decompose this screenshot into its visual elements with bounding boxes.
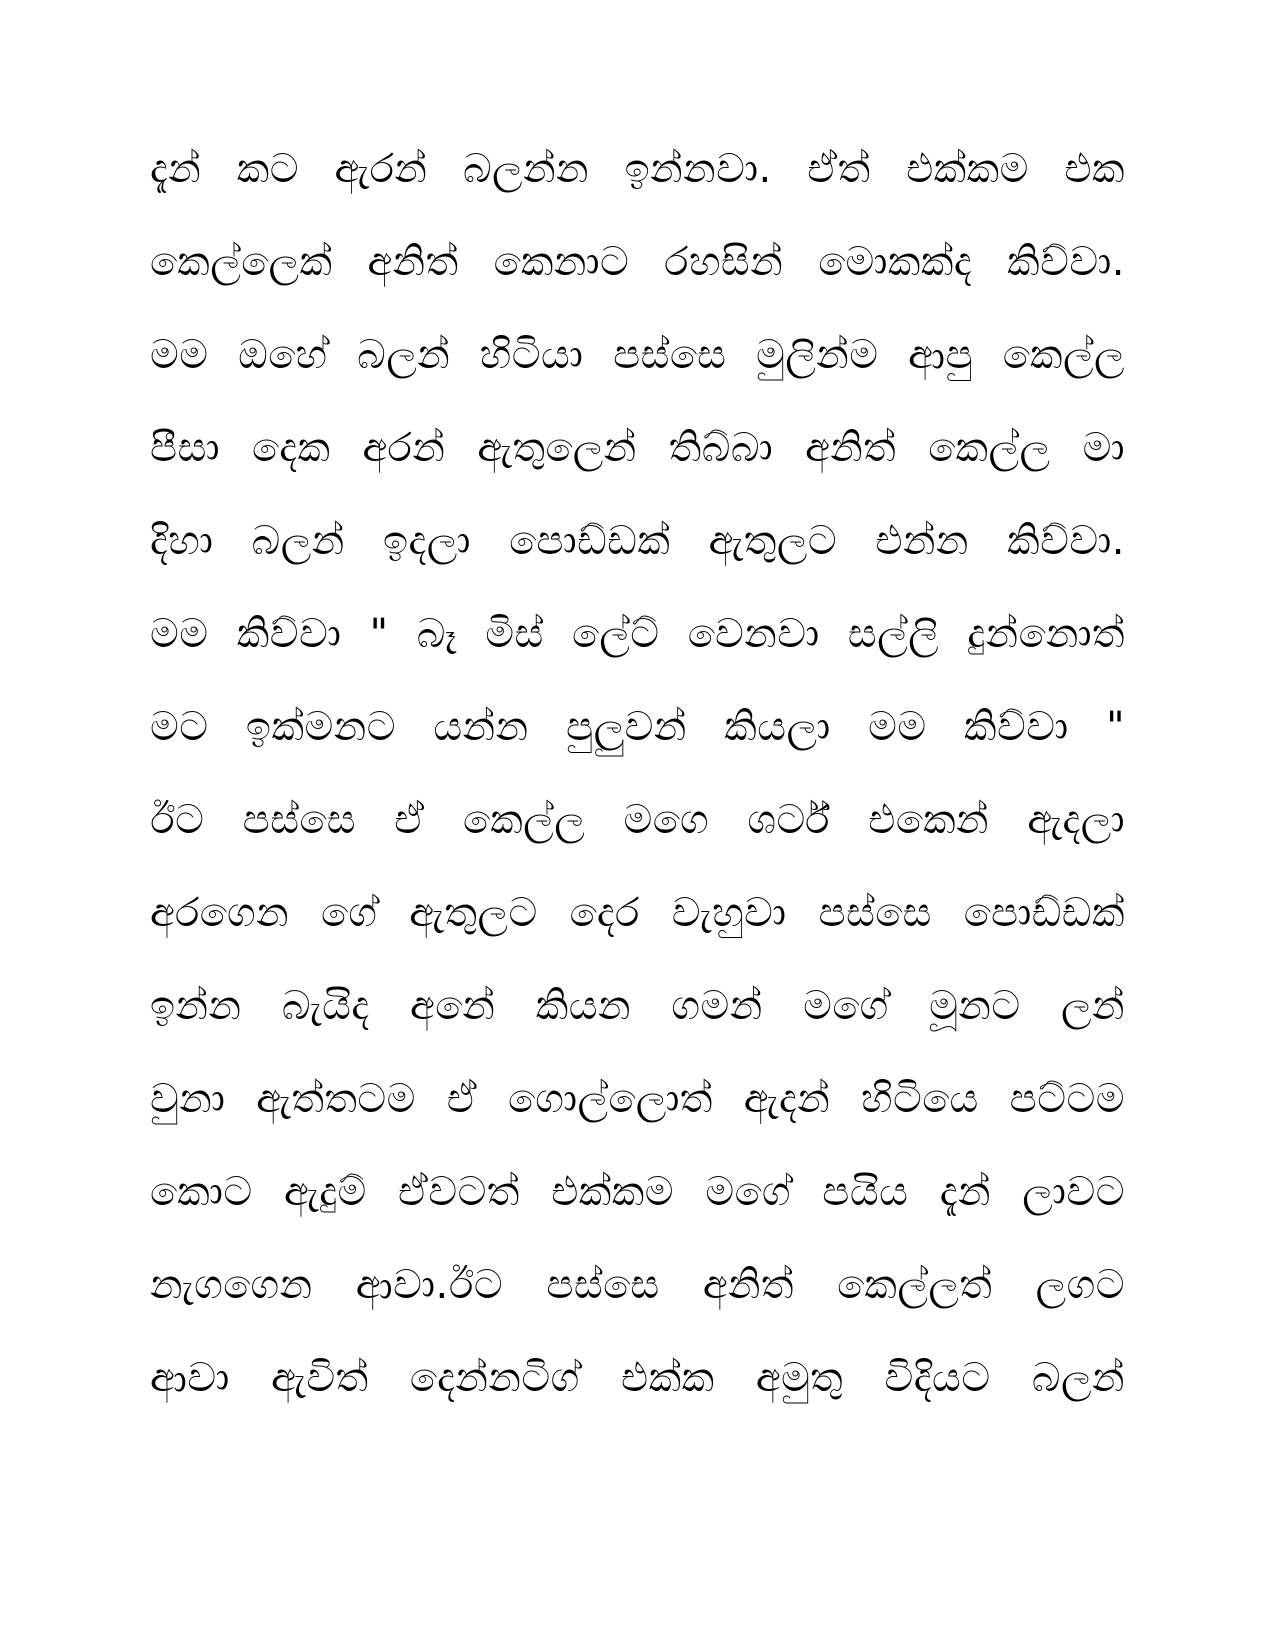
text-line-4: පීසා දෙක අරන් ඇතුලෙන් තිබ්බා අනිත් කෙල්ල මා — [150, 425, 1125, 471]
text-line-5: දිහා බලන් ඉදලා පොඩ්ඩක් ඇතුලට එන්න කිව්වා. — [150, 518, 1125, 564]
text-line-12: කොට ඇදුම් ඒවටත් එක්කම මගේ පයිය දැන් ලාවට — [150, 1169, 1125, 1215]
text-line-3: මම ඔහේ බලන් හිටියා පස්සෙ මුලින්ම ආපු කෙල්ල — [150, 332, 1125, 378]
text-line-14: ආවා ඇවිත් දෙන්නටිග් එක්ක අමුතු විදියට බලන් — [150, 1355, 1125, 1401]
text-line-8: ඊට පස්සෙ ඒ කෙල්ල මගෙ ශර්ට් එකෙන් ඇදලා — [150, 797, 1125, 843]
story-text-block — [150, 138, 1125, 1440]
text-line-9: අරගෙන ගේ ඇතුලට දෙර වැහුවා පස්සෙ පොඩ්ඩක් — [150, 890, 1125, 936]
text-line-6: මම කිව්වා " බෑ මිස් ලේට් වෙනවා සල්ලි දුන්නොත් — [150, 611, 1125, 657]
text-line-13: නැගගෙන ආවා.ඊට පස්සෙ අනිත් කෙල්ලත් ලගට — [150, 1262, 1125, 1308]
text-line-1: දැන් කට ඇරන් බලන්න ඉන්නවා. ඒත් එක්කම එක — [150, 146, 1125, 192]
text-line-7: මට ඉක්මනට යන්න පුලුවන් කියලා මම කිව්වා " — [150, 704, 1125, 750]
text-line-11: වුනා ඇත්තටම ඒ ගොල්ලොත් ඇදන් හිටියෙ පට්ටම — [150, 1076, 1125, 1122]
text-line-10: ඉන්න බැයිද අනේ කියන ගමන් මගේ මූනට ලන් — [150, 983, 1125, 1029]
text-line-2: කෙල්ලෙක් අනිත් කෙනාට රහසින් මොකක්ද කිව්වා. — [150, 239, 1125, 285]
